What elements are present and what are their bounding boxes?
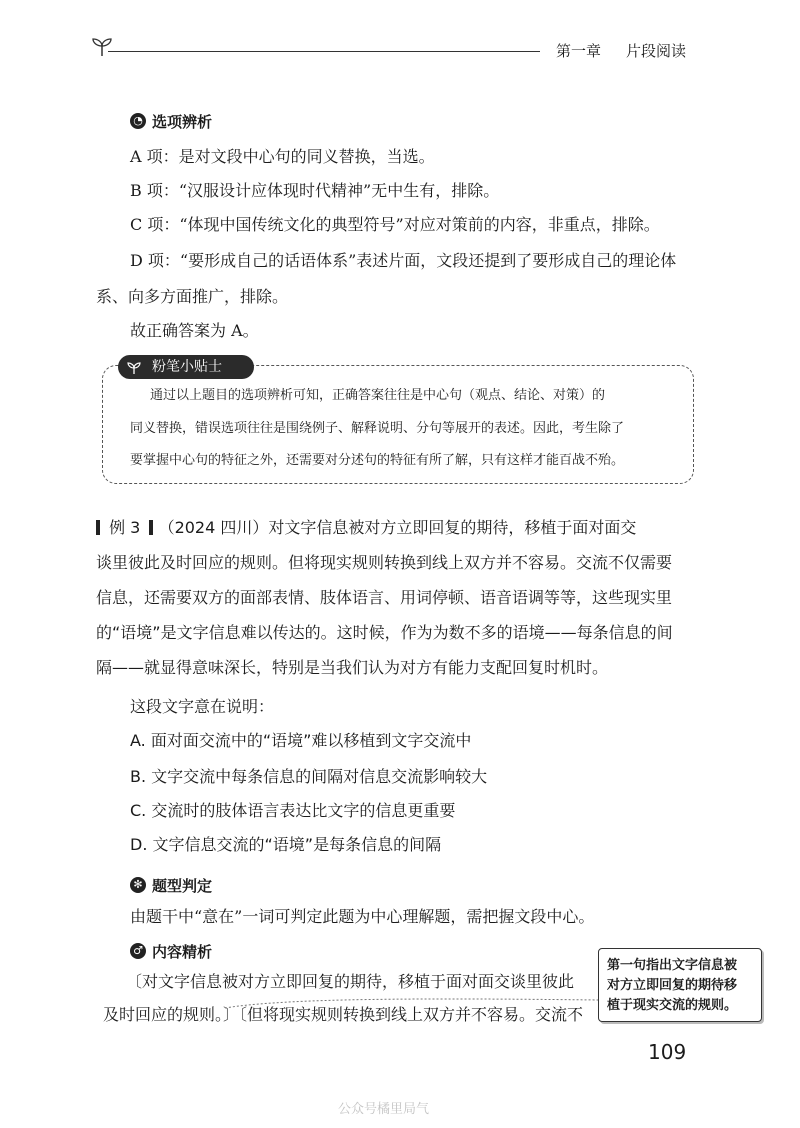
option-b: B. 文字交流中每条信息的间隔对信息交流影响较大 <box>130 767 488 786</box>
option-b-analysis: B 项：“汉服设计应体现时代精神”无中生有，排除。 <box>130 181 500 200</box>
example-first-line <box>96 518 636 538</box>
option-d: D. 文字信息交流的“语境”是每条信息的间隔 <box>130 835 442 854</box>
side-note-line: 第一句指出文字信息被 <box>607 958 738 973</box>
sprout-icon <box>126 360 142 374</box>
tip-line: 同义替换，错误选项往往是围绕例子、解释说明、分句等展开的表述。因此，考生除了 <box>130 421 625 436</box>
pie-icon: ◔ <box>130 113 146 129</box>
example-text: 谈里彼此及时回应的规则。但将现实规则转换到线上双方并不容易。交流不仅需要 <box>96 553 673 572</box>
option-a-analysis: A 项：是对文段中心句的同义替换，当选。 <box>130 147 435 166</box>
option-d-analysis-cont: 系、向多方面推广，排除。 <box>96 287 289 306</box>
type-judgement-text: 由题干中“意在”一词可判定此题为中心理解题，需把握文段中心。 <box>130 907 595 926</box>
type-judgement-heading: 题型判定 <box>152 877 213 895</box>
annotation-connector <box>225 996 605 1010</box>
example-text: 对文字信息被对方立即回复的期待，移植于面对面交 <box>268 518 637 537</box>
analysis-segment: 及时回应的规则。〕 <box>103 1005 240 1024</box>
tip-tag <box>118 355 254 379</box>
side-note-box <box>598 948 762 1022</box>
question-stem: 这段文字意在说明： <box>130 697 275 716</box>
option-analysis-heading: 选项辨析 <box>152 113 213 131</box>
gear-icon: ✻ <box>130 877 146 893</box>
search-icon: ♂ <box>130 943 146 959</box>
page-number: 109 <box>648 1040 687 1064</box>
example-marker <box>149 520 153 535</box>
analysis-line: 〔对文字信息被对方立即回复的期待，移植于面对面交谈里彼此 <box>126 972 575 991</box>
analysis-segment: 〔但将现实规则转换到线上双方并不容易。交流不 <box>239 1005 584 1024</box>
side-note-line: 对方立即回复的期待移 <box>607 978 738 993</box>
example-text: 隔——就显得意味深长，特别是当我们认为对方有能力支配回复时机时。 <box>96 658 609 677</box>
example-text: 信息，还需要双方的面部表情、肢体语言、用词停顿、语音语调等等，这些现实里 <box>96 588 673 607</box>
watermark: 公众号橘里局气 <box>338 1102 430 1117</box>
content-analysis-heading: 内容精析 <box>152 943 213 961</box>
section-title: 片段阅读 <box>626 42 687 60</box>
option-c-analysis: C 项：“体现中国传统文化的典型符号”对应对策前的内容，非重点，排除。 <box>130 215 660 234</box>
side-note-line: 植于现实交流的规则。 <box>607 998 738 1013</box>
example-marker <box>96 520 100 535</box>
example-source: （2024 四川） <box>158 518 269 537</box>
option-d-analysis: D 项：“要形成自己的话语体系”表述片面，文段还提到了要形成自己的理论体 <box>130 251 677 270</box>
option-a: A. 面对面交流中的“语境”难以移植到文字交流中 <box>130 731 472 750</box>
header-rule <box>108 51 540 52</box>
sprout-logo-icon <box>90 34 114 58</box>
example-text: 的“语境”是文字信息难以传达的。这时候，作为为数不多的语境——每条信息的间 <box>96 623 673 642</box>
tip-label: 粉笔小贴士 <box>152 359 222 375</box>
example-label: 例 3 <box>109 518 141 537</box>
chapter-title: 第一章 <box>556 42 602 60</box>
correct-answer: 故正确答案为 A。 <box>130 321 259 340</box>
tip-line: 要掌握中心句的特征之外，还需要对分述句的特征有所了解，只有这样才能百战不殆。 <box>130 453 625 468</box>
option-c: C. 交流时的肢体语言表达比文字的信息更重要 <box>130 801 456 820</box>
tip-line: 通过以上题目的选项辨析可知，正确答案往往是中心句（观点、结论、对策）的 <box>150 388 606 403</box>
